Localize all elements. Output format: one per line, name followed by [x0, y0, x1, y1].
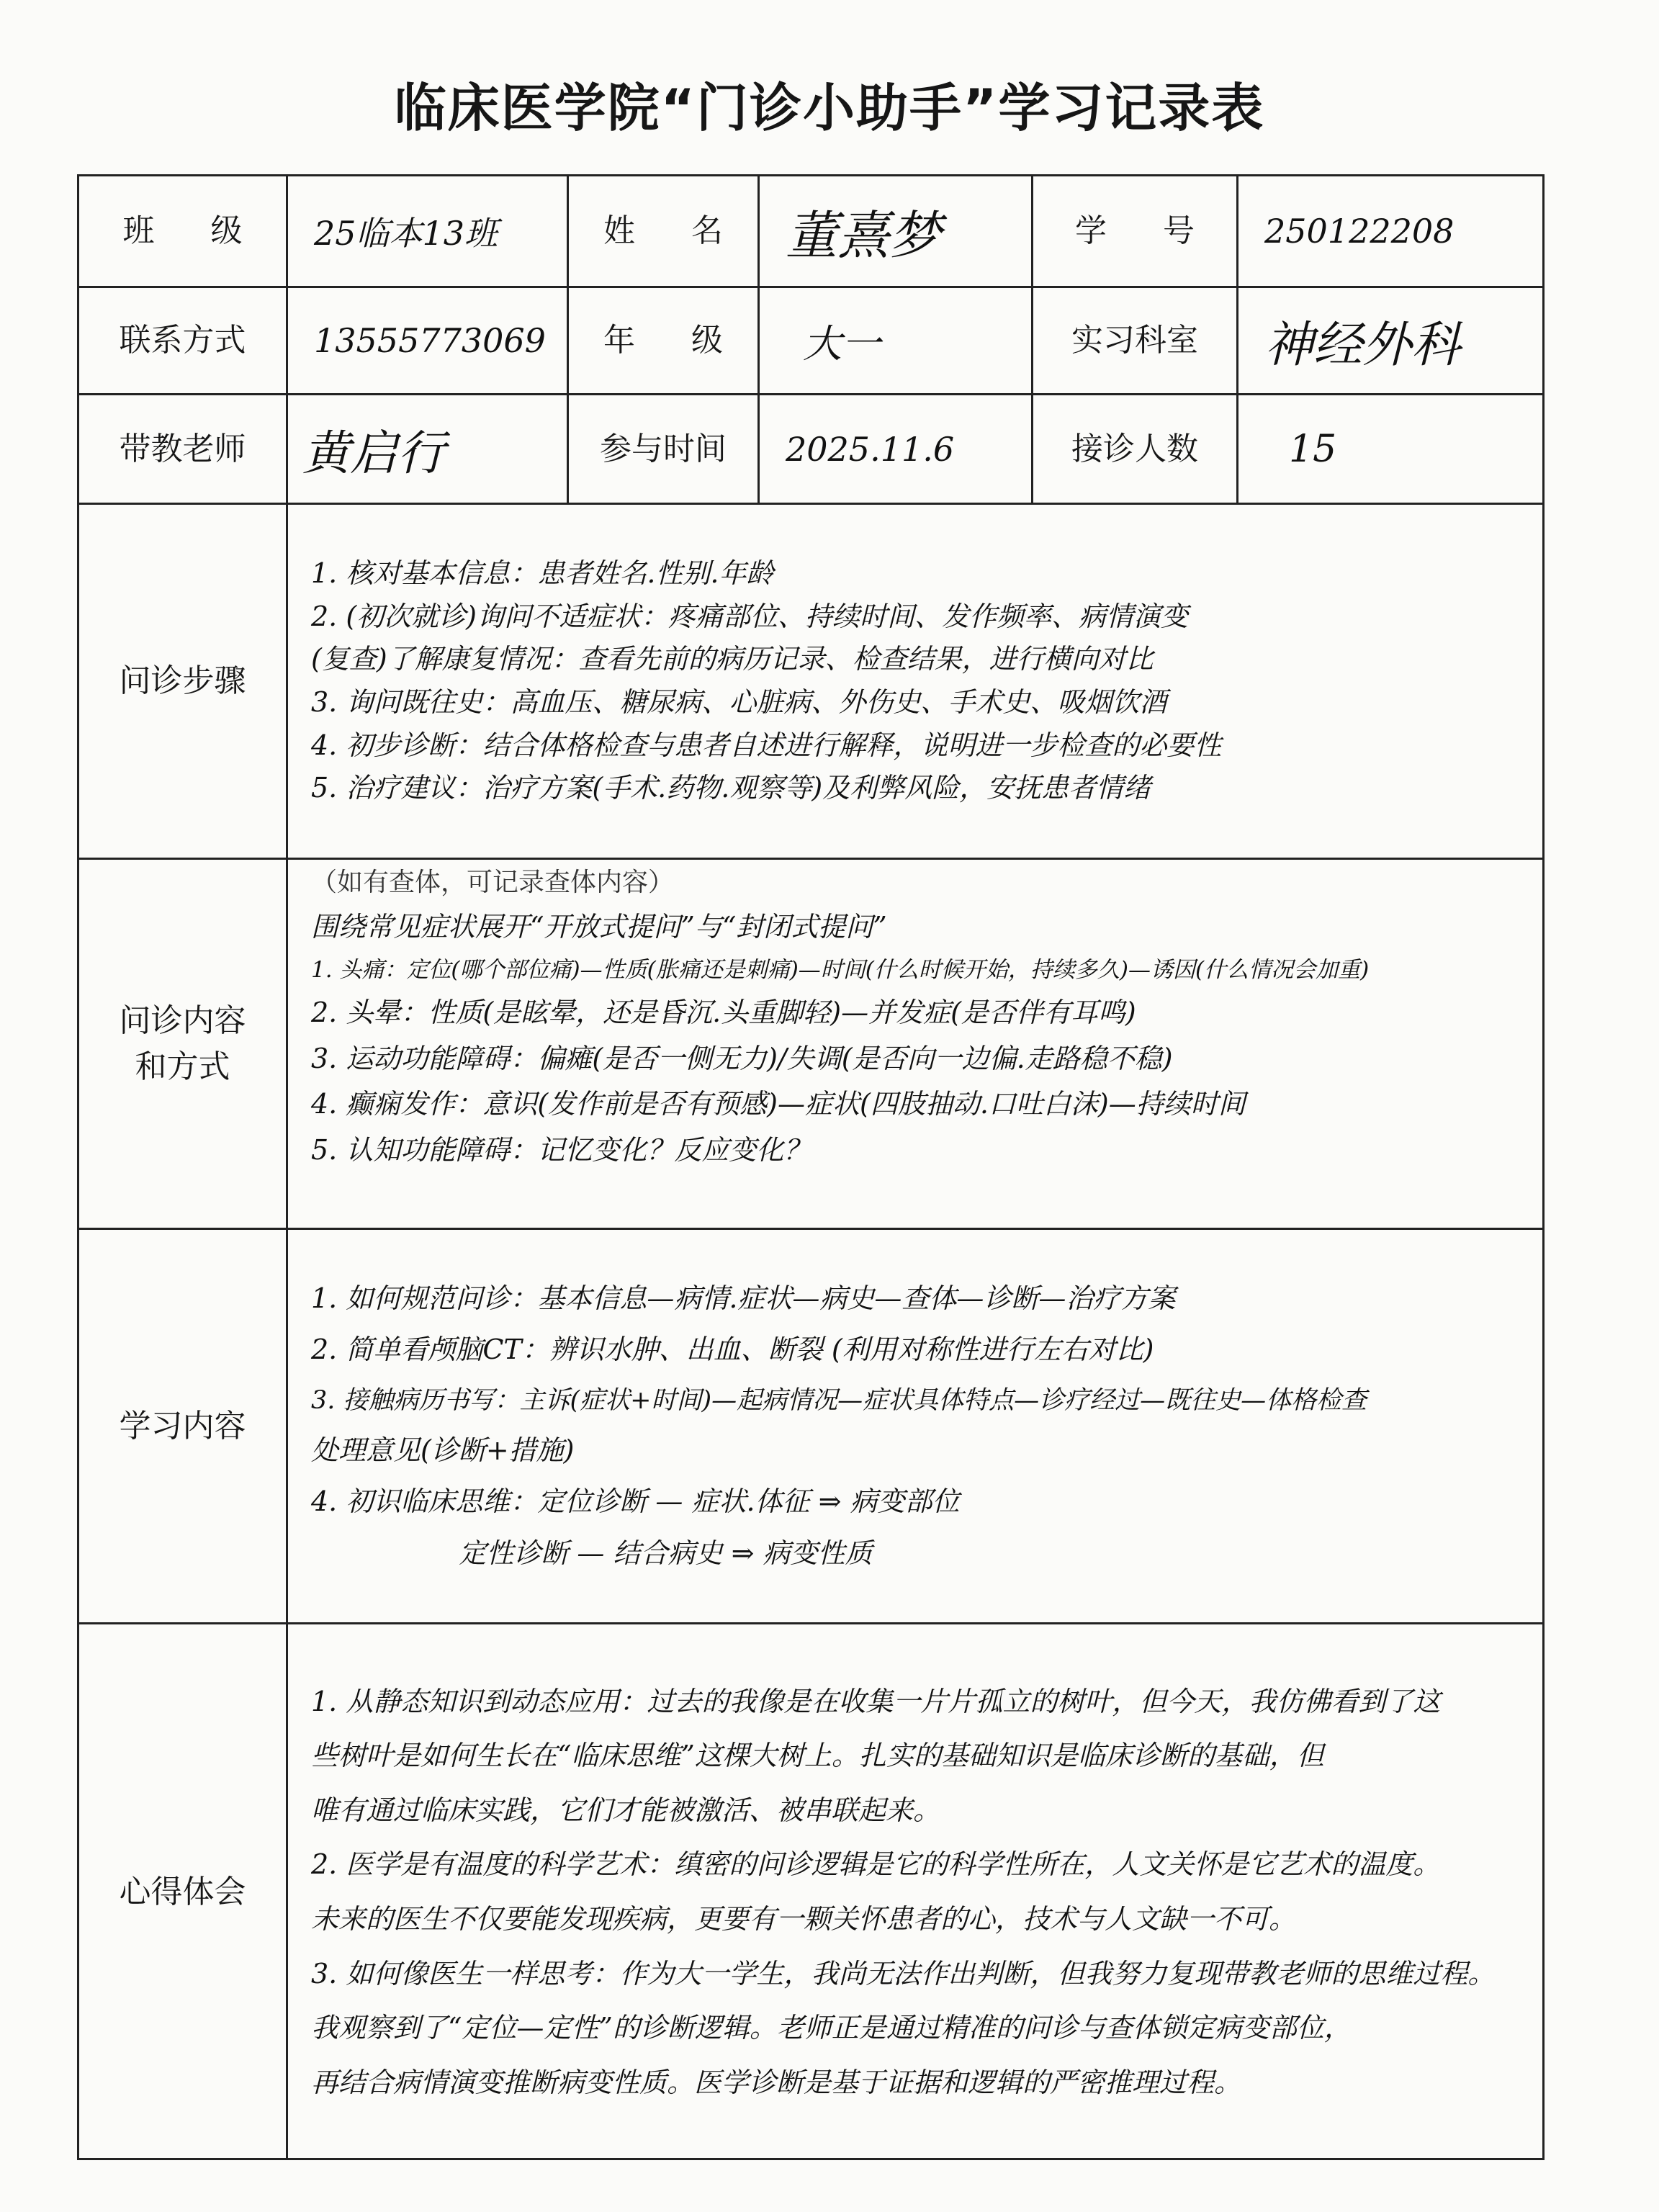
study-line: 1. 如何规范问诊：基本信息—病情.症状—病史—查体—诊断—治疗方案	[311, 1282, 1176, 1314]
content-label-line2: 和方式	[135, 1048, 230, 1085]
content-label	[77, 858, 286, 1228]
steps-line: 1. 核对基本信息：患者姓名.性别.年龄	[311, 557, 774, 590]
study-label: 学习内容	[77, 1228, 286, 1622]
content-line: 1. 头痛：定位(哪个部位痛)—性质(胀痛还是刺痛)—时间(什么时候开始，持续多久)—诱因(什么情况会加重)	[311, 956, 1370, 983]
class-value: 25临本13班	[286, 174, 567, 286]
steps-label: 问诊步骤	[77, 503, 286, 858]
reflection-line: 1. 从静态知识到动态应用：过去的我像是在收集一片片孤立的树叶，但今天，我仿佛看到了这	[311, 1685, 1441, 1717]
reflection-line: 我观察到了“定位—定性”的诊断逻辑。老师正是通过精准的问诊与查体锁定病变部位，	[311, 2012, 1352, 2044]
steps-line: 3. 询问既往史：高血压、糖尿病、心脏病、外伤史、手术史、吸烟饮酒	[311, 686, 1167, 718]
department-value: 神经外科	[1236, 286, 1545, 393]
steps-line: 5. 治疗建议：治疗方案(手术.药物.观察等)及利弊风险，安抚患者情绪	[311, 772, 1151, 804]
content-line: 3. 运动功能障碍：偏瘫(是否一侧无力)/失调(是否向一边偏.走路稳不稳)	[311, 1042, 1173, 1074]
name-value: 董熹梦	[757, 174, 1031, 286]
contact-label: 联系方式	[77, 286, 286, 393]
time-label: 参与时间	[567, 393, 757, 503]
content-line: 围绕常见症状展开“开放式提问”与“封闭式提问”	[311, 911, 887, 943]
reflection-line: 再结合病情演变推断病变性质。医学诊断是基于证据和逻辑的严密推理过程。	[311, 2066, 1242, 2098]
grade-label: 年 级	[567, 286, 757, 393]
content-label-line1: 问诊内容	[119, 1002, 246, 1039]
record-table	[77, 174, 1545, 2160]
reflection-line: 些树叶是如何生长在“临床思维”这棵大树上。扎实的基础知识是临床诊断的基础，但	[311, 1740, 1324, 1772]
patient-count-value: 15	[1236, 393, 1545, 503]
patient-count-label: 接诊人数	[1031, 393, 1236, 503]
study-line: 处理意见(诊断+措施)	[311, 1434, 575, 1466]
content-area	[286, 858, 1545, 1228]
teacher-signature: 黄启行	[286, 393, 567, 503]
steps-line: 2. (初次就诊)询问不适症状：疼痛部位、持续时间、发作频率、病情演变	[311, 600, 1188, 632]
form-title: 临床医学院“门诊小助手”学习记录表	[394, 78, 1265, 138]
reflection-line: 2. 医学是有温度的科学艺术：缜密的问诊逻辑是它的科学性所在，人文关怀是它艺术的温度。	[311, 1848, 1441, 1881]
content-line: 2. 头晕：性质(是眩晕，还是昏沉.头重脚轻)—并发症(是否伴有耳鸣)	[311, 996, 1136, 1028]
study-line: 3. 接触病历书写：主诉(症状+时间)—起病情况—症状具体特点—诊疗经过—既往史—体格检查	[311, 1385, 1367, 1415]
reflection-line: 未来的医生不仅要能发现疾病，更要有一颗关怀患者的心，技术与人文缺一不可。	[311, 1903, 1297, 1935]
study-content	[286, 1228, 1545, 1622]
contact-value: 13555773069	[286, 286, 567, 393]
reflection-content	[286, 1622, 1545, 2160]
reflection-line: 唯有通过临床实践，它们才能被激活、被串联起来。	[311, 1794, 941, 1826]
department-label: 实习科室	[1031, 286, 1236, 393]
name-label: 姓 名	[567, 174, 757, 286]
steps-line: (复查)了解康复情况：查看先前的病历记录、检查结果，进行横向对比	[311, 643, 1154, 675]
reflection-label: 心得体会	[77, 1622, 286, 2160]
steps-line: 4. 初步诊断：结合体格检查与患者自述进行解释，说明进一步检查的必要性	[311, 729, 1222, 761]
time-value: 2025.11.6	[757, 393, 1031, 503]
teacher-label: 带教老师	[77, 393, 286, 503]
student-id-label: 学 号	[1031, 174, 1236, 286]
student-id-value: 250122208	[1236, 174, 1545, 286]
content-note: （如有查体，可记录查体内容）	[311, 868, 675, 897]
content-line: 4. 癫痫发作：意识(发作前是否有预感)—症状(四肢抽动.口吐白沫)—持续时间	[311, 1088, 1246, 1120]
steps-content	[286, 503, 1545, 858]
study-line: 定性诊断 — 结合病史 ⇒ 病变性质	[311, 1537, 873, 1569]
class-label: 班 级	[77, 174, 286, 286]
study-line: 2. 简单看颅脑CT：辨识水肿、出血、断裂 (利用对称性进行左右对比)	[311, 1334, 1154, 1366]
reflection-line: 3. 如何像医生一样思考：作为大一学生，我尚无法作出判断，但我努力复现带教老师的思维过程。	[311, 1957, 1496, 1990]
study-line: 4. 初识临床思维：定位诊断 — 症状.体征 ⇒ 病变部位	[311, 1485, 960, 1518]
grade-value: 大一	[757, 286, 1031, 393]
content-line: 5. 认知功能障碍：记忆变化？反应变化？	[311, 1133, 811, 1166]
